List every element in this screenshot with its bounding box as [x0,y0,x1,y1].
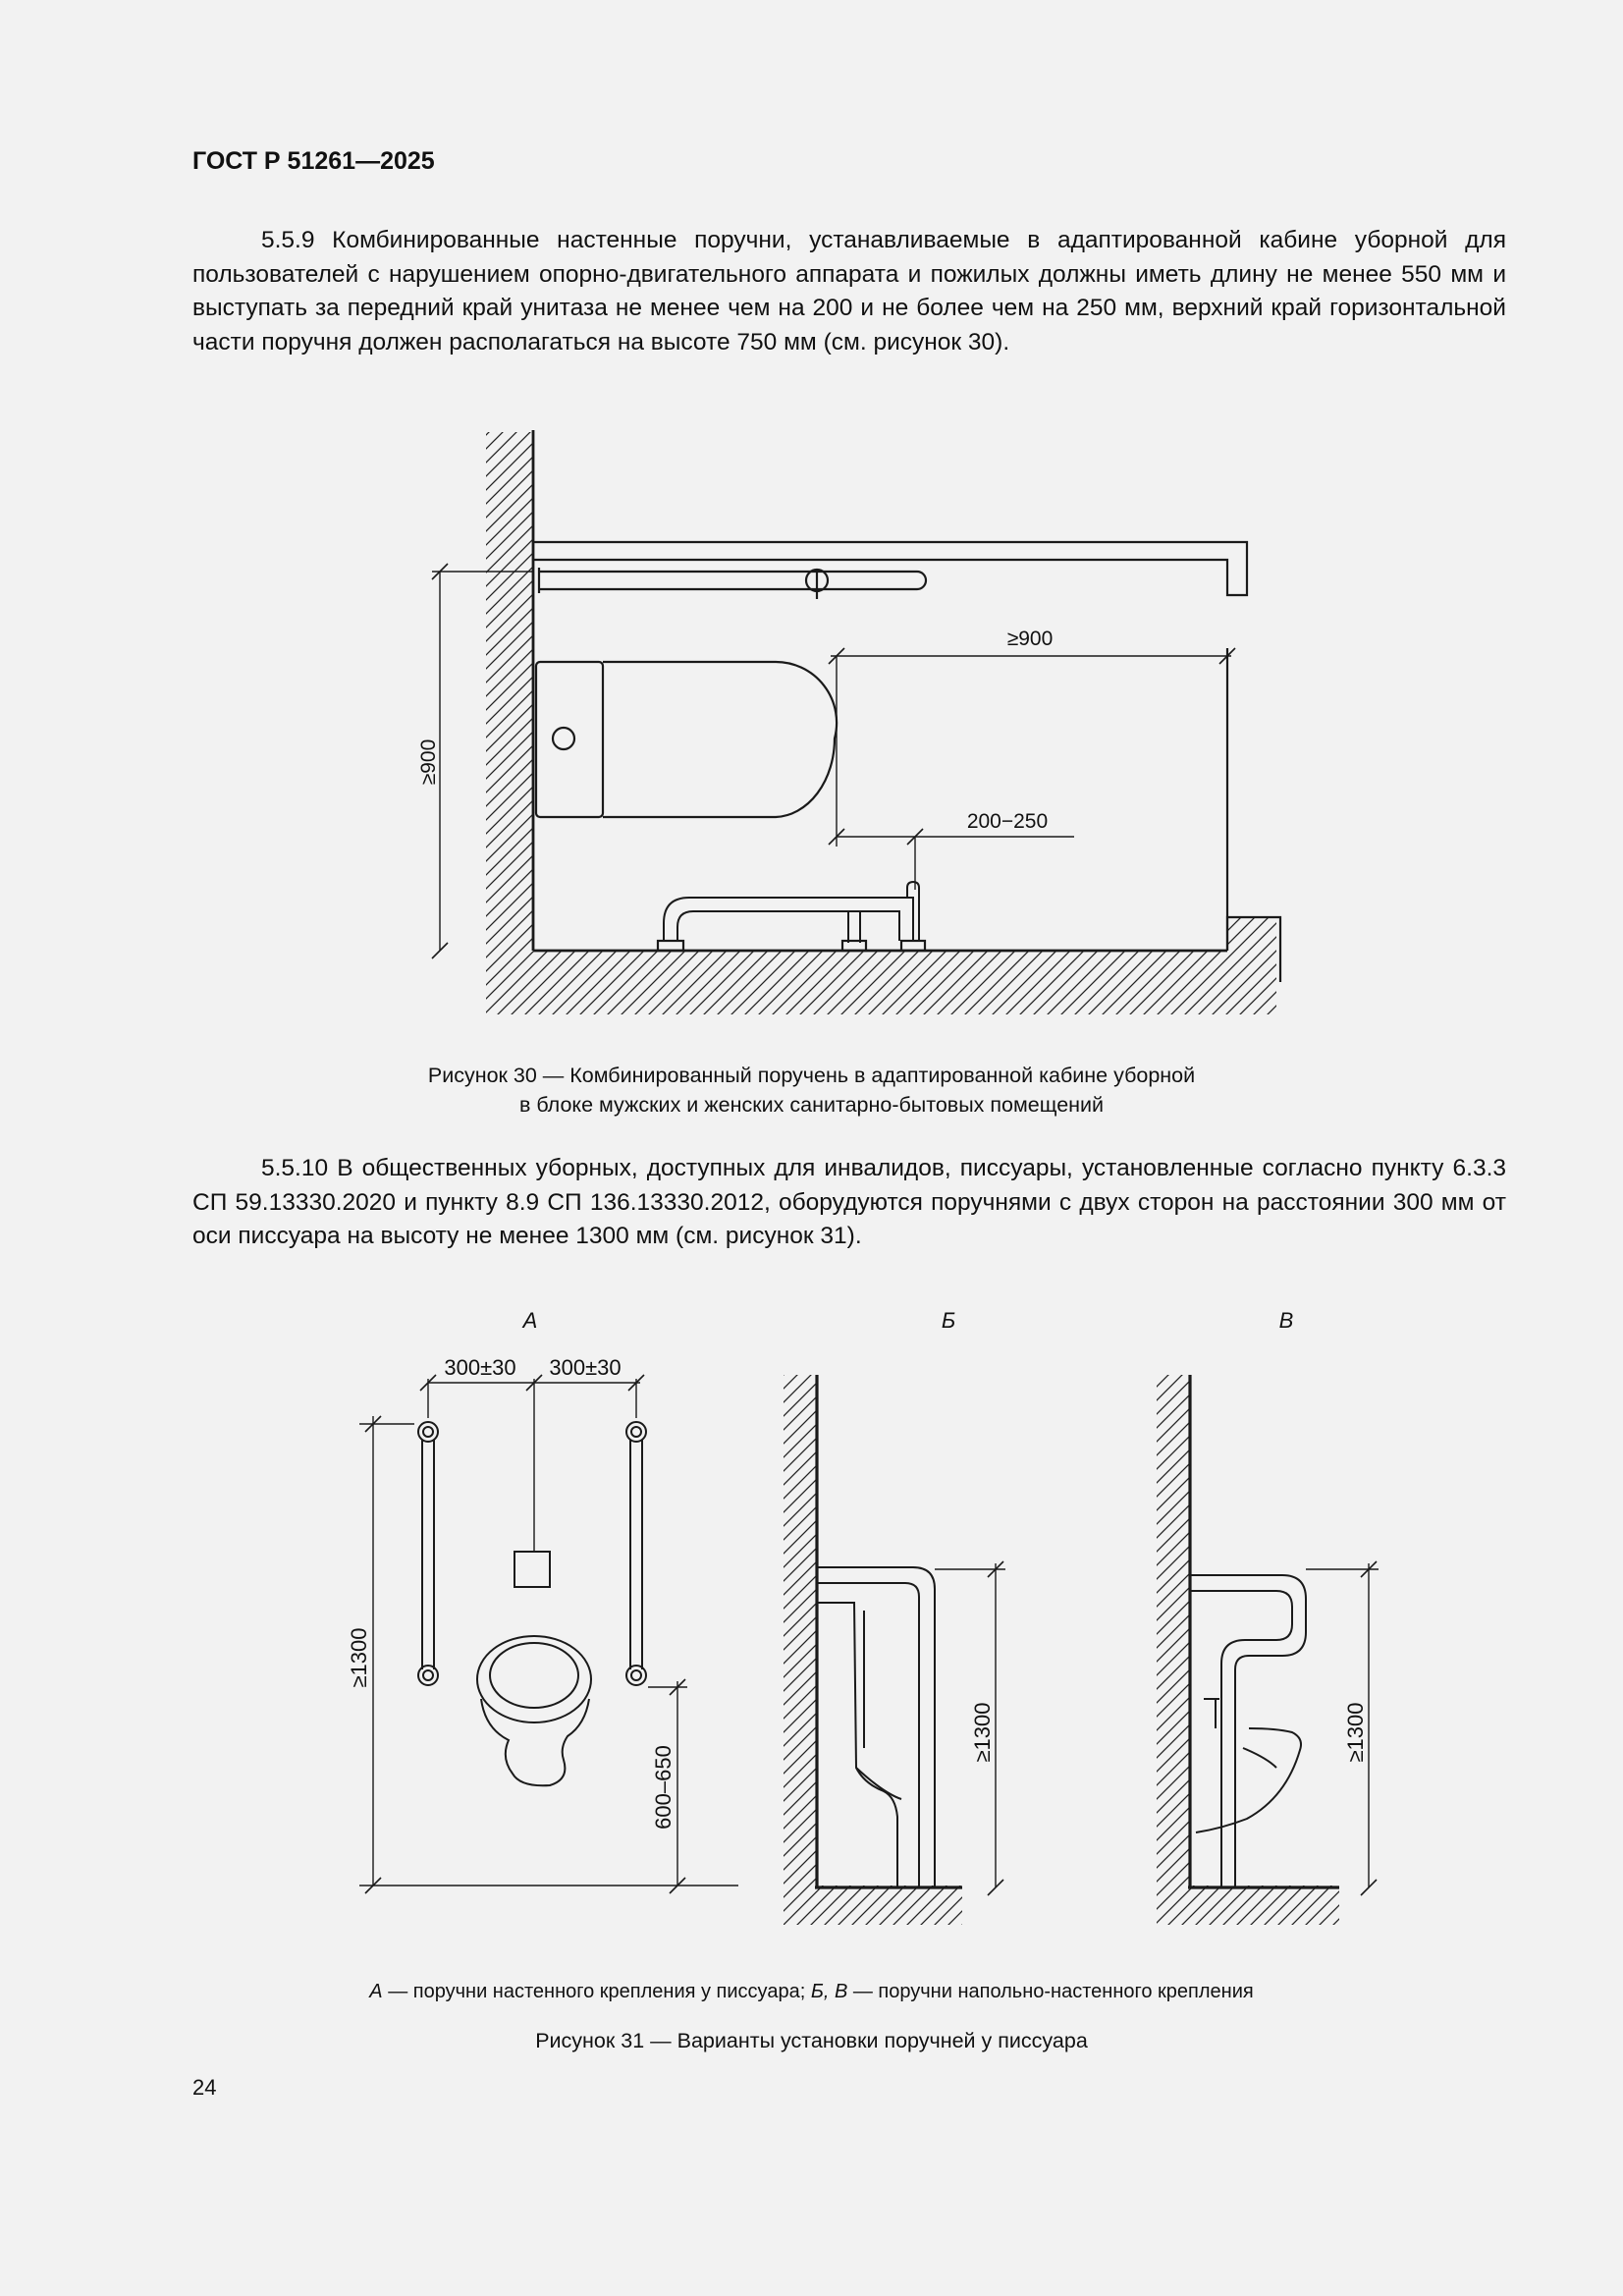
step-hatch [1227,917,1276,951]
fig31-label-b: Б [941,1308,956,1333]
fig31-dim-b-height: ≥1300 [970,1702,995,1763]
fig31-dim-v-height: ≥1300 [1343,1702,1368,1763]
fig30-dim-height: ≥900 [417,738,440,786]
page-number: 24 [192,2075,217,2100]
figure-30-caption-line1: Рисунок 30 — Комбинированный поручень в адаптированной кабине уборной [427,1064,1196,1087]
wall-grab-bar [539,568,926,593]
legend-key-a: А [369,1981,383,2002]
figure-30 [432,430,1280,1014]
toilet-bowl [603,662,837,817]
urinal-bowl-outer [477,1636,591,1722]
flush-button [553,728,574,749]
fig31-dim-left-offset: 300±30 [444,1355,516,1380]
figure-31-legend [0,1977,1623,2006]
rail-foot-1 [658,941,683,951]
paragraph-5-5-9: 5.5.9 Комбинированные настенные поручни, устанавливаемые в адаптированной кабине уборной для пользователей с нарушением опорно-двигательного аппарата и пожилых должны иметь длину не менее 550 мм и выступать за передний край унитаза не менее чем на 200 и не более чем на 250 мм, верхний край горизонтальной части поручня должен располагаться на высоте 750 мм (см. рисунок 30). [192,227,1506,355]
figure-31-b [784,1375,1005,1925]
legend-key-bv: Б, В [810,1981,848,2002]
fig30-dim-width: ≥900 [1006,628,1054,650]
wall-hatch-left [486,432,533,951]
figure-31-v [1157,1375,1379,1925]
figure-31-a [359,1375,738,1893]
flush-box [514,1552,550,1587]
rail-foot-3 [901,941,925,951]
document-header: ГОСТ Р 51261—2025 [192,147,435,175]
fig31-dim-right-offset: 300±30 [549,1355,622,1380]
support-rail-outer [664,898,913,941]
fig30-dim-protrusion: 200−250 [966,810,1049,833]
rail-foot-2 [842,941,866,951]
fig31-label-a: А [522,1308,538,1333]
figure-30-caption-line2: в блоке мужских и женских санитарно-бытовых помещений [518,1093,1105,1117]
figure-31-caption: Рисунок 31 — Варианты установки поручней у писсуара [535,2029,1088,2052]
top-rail [533,542,1247,595]
floor-hatch [486,951,1276,1014]
legend-text-bv: — поручни напольно-настенного крепления [847,1981,1254,2002]
fig31-label-v: В [1278,1308,1294,1333]
toilet-tank [536,662,603,817]
fig31-dim-a-bowl: 600–650 [651,1745,676,1830]
legend-text-a: — поручни настенного крепления у писсуара; [382,1981,811,2002]
fig31-dim-a-height: ≥1300 [347,1627,371,1688]
paragraph-5-5-10: 5.5.10 В общественных уборных, доступных для инвалидов, писсуары, установленные согласно пункту 6.3.3 СП 59.13330.2020 и пункту 8.9 СП 136.13330.2012, оборудуются поручнями с двух сторон на расстоянии 300 мм от оси писсуара на высоту не менее 1300 мм (см. рисунок 31). [192,1155,1506,1249]
support-rail-inner [677,911,899,941]
